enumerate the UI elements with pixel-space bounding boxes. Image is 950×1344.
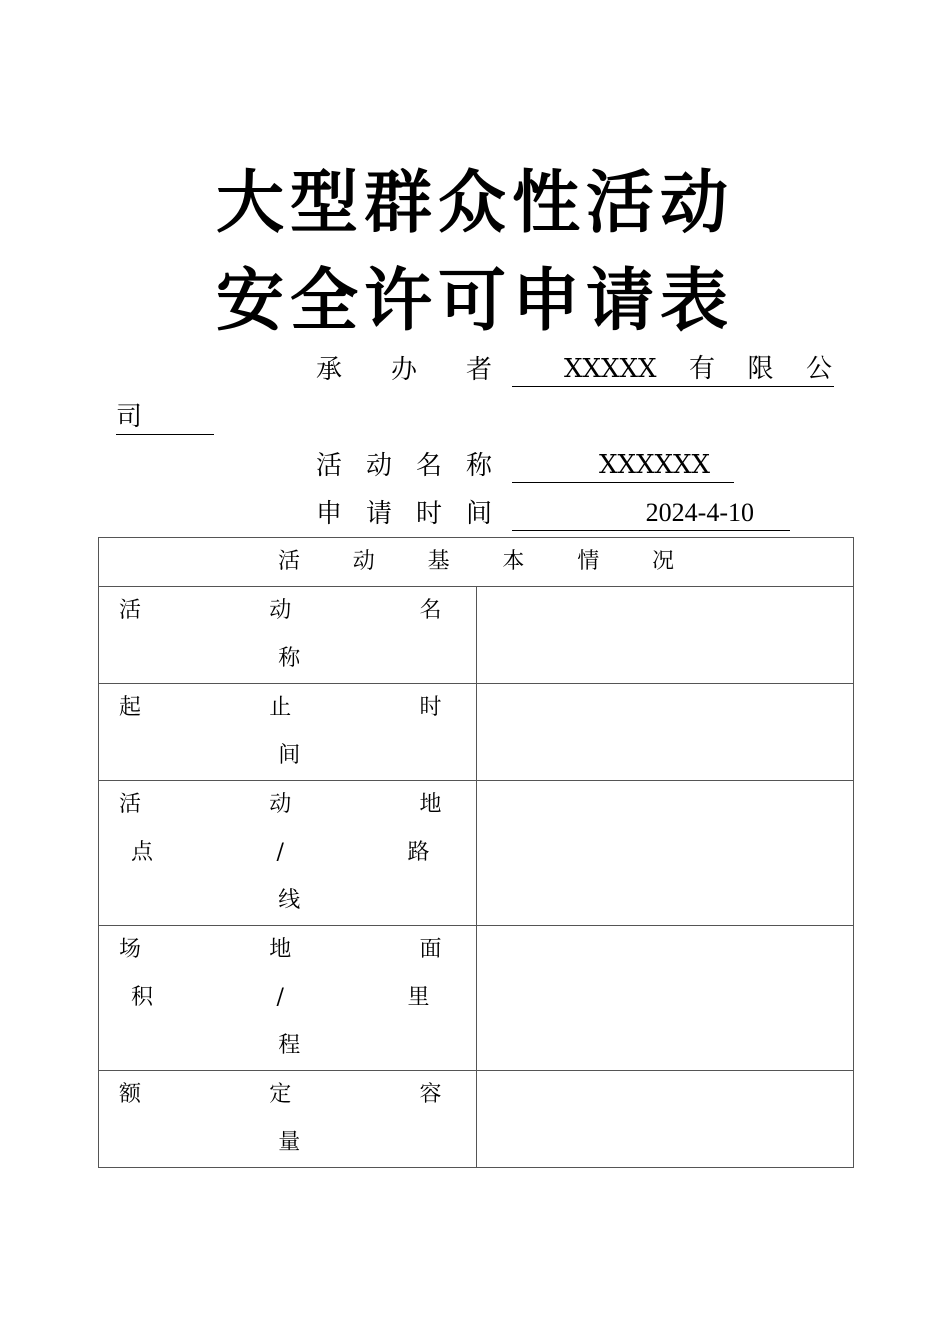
table-header-char: 动 (352, 549, 375, 574)
organizer-value-part: 限 (747, 354, 774, 384)
row-label-char: 间 (278, 743, 301, 768)
organizer-label-char: 承 (316, 355, 343, 385)
organizer-value-part: XXXXX (564, 354, 657, 384)
activity-name-label-char: 活 (316, 451, 343, 481)
application-date-label-char: 申 (316, 499, 343, 529)
row-label-char: 定 (269, 1082, 292, 1107)
application-date-row (0, 496, 950, 536)
table-row (99, 1071, 854, 1168)
organizer-value[interactable] (512, 352, 834, 387)
area-mileage-input-cell[interactable] (476, 926, 854, 1071)
row-label-char: 地 (419, 792, 442, 817)
activity-name-row (0, 448, 950, 488)
row-label-char: 额 (119, 1082, 142, 1107)
row-label-char: 点 (131, 840, 154, 865)
row-label-char: 线 (278, 888, 301, 913)
activity-name-label (316, 448, 492, 484)
table-header-char: 基 (427, 549, 450, 574)
row-label-activity-name (99, 587, 477, 684)
organizer-label-char: 办 (390, 355, 417, 385)
row-label-char: 名 (419, 598, 442, 623)
page-title-line-2: 安全许可申请表 (215, 262, 734, 341)
row-label-char: 积 (131, 985, 154, 1010)
row-label-area-mileage (99, 926, 477, 1071)
table-row (99, 587, 854, 684)
page-title-line-1: 大型群众性活动 (215, 164, 734, 243)
activity-name-label-char: 称 (465, 451, 492, 481)
row-label-char: 地 (269, 937, 292, 962)
row-label-char: 时 (419, 695, 442, 720)
row-label-char: 称 (278, 646, 301, 671)
organizer-row (0, 352, 950, 392)
organizer-value-continued[interactable]: 司 (116, 400, 214, 435)
organizer-label (316, 352, 492, 388)
row-label-char: 里 (407, 985, 430, 1010)
row-label-time-range (99, 684, 477, 781)
row-label-char: 动 (269, 792, 292, 817)
table-header-char: 本 (502, 549, 525, 574)
row-label-char: 场 (119, 937, 142, 962)
table-row (99, 684, 854, 781)
rated-capacity-input-cell[interactable] (476, 1071, 854, 1168)
activity-name-input-cell[interactable] (476, 587, 854, 684)
row-label-char: 面 (419, 937, 442, 962)
time-range-input-cell[interactable] (476, 684, 854, 781)
table-header (99, 538, 854, 587)
table-header-char: 况 (651, 549, 674, 574)
row-label-rated-capacity (99, 1071, 477, 1168)
row-label-char: 活 (119, 598, 142, 623)
activity-name-label-char: 动 (365, 451, 392, 481)
table-header-char: 活 (278, 549, 301, 574)
location-route-input-cell[interactable] (476, 781, 854, 926)
row-label-char: 起 (119, 695, 142, 720)
row-label-char: 路 (407, 840, 430, 865)
application-date-label (316, 496, 492, 532)
row-label-char: / (276, 840, 284, 865)
activity-name-value[interactable]: XXXXXX (512, 448, 734, 483)
application-date-label-char: 请 (365, 499, 392, 529)
activity-info-table (98, 537, 854, 1168)
organizer-value-part: 公 (805, 354, 832, 384)
row-label-char: 程 (278, 1033, 301, 1058)
table-row (99, 781, 854, 926)
application-date-label-char: 时 (415, 499, 442, 529)
row-label-char: 量 (278, 1130, 301, 1155)
activity-name-label-char: 名 (415, 451, 442, 481)
application-date-value[interactable]: 2024-4-10 (512, 496, 790, 531)
table-header-char: 情 (577, 549, 600, 574)
table-row (99, 926, 854, 1071)
row-label-char: 止 (269, 695, 292, 720)
organizer-label-char: 者 (465, 355, 492, 385)
organizer-value-part: 有 (689, 354, 716, 384)
row-label-char: 容 (419, 1082, 442, 1107)
row-label-location-route (99, 781, 477, 926)
row-label-char: 动 (269, 598, 292, 623)
row-label-char: / (276, 985, 284, 1010)
row-label-char: 活 (119, 792, 142, 817)
application-date-label-char: 间 (465, 499, 492, 529)
